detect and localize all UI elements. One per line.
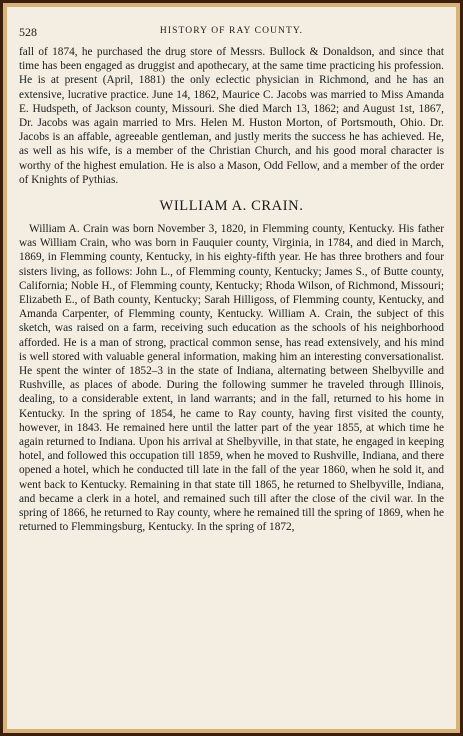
body-paragraph-biography: William A. Crain was born November 3, 1820, in Flemming county, Kentucky. His father was William Crain, who was born in Fauquier county, Virginia, in 1784, and died in March, 1869, in Flemming county, Kentucky, in his eighty-fifth year. He has three brothers and four sisters living, as follows: John L., of Flemming county, Kentucky; James S., of Butte county, California; Noble H., of Flemming county, Kentucky; Rhoda Wilson, of Richmond, Missouri; Elizabeth E., of Bath county, Kentucky; Sarah Hilligoss, of Flemming county, Kentucky, and Amanda Carpenter, of Flemming county, Kentucky. William A. Crain, the subject of this sketch, was raised on a farm, receiving such education as the schools of his neighborhood afforded. He is a man of strong, practical common sense, has read extensively, and his mind is well stored with valuable general information, making him an interesting conversationalist. He spent the winter of 1852–3 in the state of Indiana, alternating between Shelbyville and Rushville, as places of abode. During the following summer he traveled through Illinois, dealing, to a considerable extent, in land warrants; and in the fall, returned to his home in Kentucky. In the spring of 1854, he came to Ray county, having first visited the county, however, in 1843. He remained here until the latter part of the year 1855, at which time he again returned to Indiana. Upon his arrival at Shelbyville, in that state, he engaged in keeping hotel, and followed this occupation till 1859, when he moved to Rushville, Indiana, and there opened a hotel, which he conducted till late in the fall of the year 1860, when he sold it, and went back to Kentucky. Remaining in that state till 1865, he returned to Shelbyville, Indiana, and became a clerk in a hotel, and remained such till after the close of the civil war. In the spring of 1866, he returned to Ray county, where he remained till the spring of 1869, when he returned to Flemmingsburg, Kentucky. In the spring of 1872, (19, 223, 444, 534)
page-number: 528 (19, 25, 37, 39)
running-title: HISTORY OF RAY COUNTY. (159, 26, 304, 36)
book-page (7, 7, 456, 729)
running-head (19, 25, 444, 41)
section-heading: WILLIAM A. CRAIN. (159, 198, 304, 215)
body-paragraph-continued: fall of 1874, he purchased the drug store of Messrs. Bullock & Donaldson, and since that time has been engaged as druggist and apothecary, at the same time practicing his profession. He is at present (April, 1881) the only eclectic physician in Richmond, and he has an extensive, lucrative practice. June 14, 1862, Maurice C. Jacobs was married to Miss Amanda E. Hudspeth, of Jackson county, Missouri. She died March 13, 1862; and August 1st, 1867, Dr. Jacobs was again married to Mrs. Helen M. Huston Morton, of Portsmouth, Ohio. Dr. Jacobs is an affable, agreeable gentleman, and justly merits the success he has achieved. He, as well as his wife, is a member of the Christian Church, and his good moral character is worthy of the highest emulation. He is also a Mason, Odd Fellow, and a member of the order of Knights of Pythias. (19, 46, 444, 186)
